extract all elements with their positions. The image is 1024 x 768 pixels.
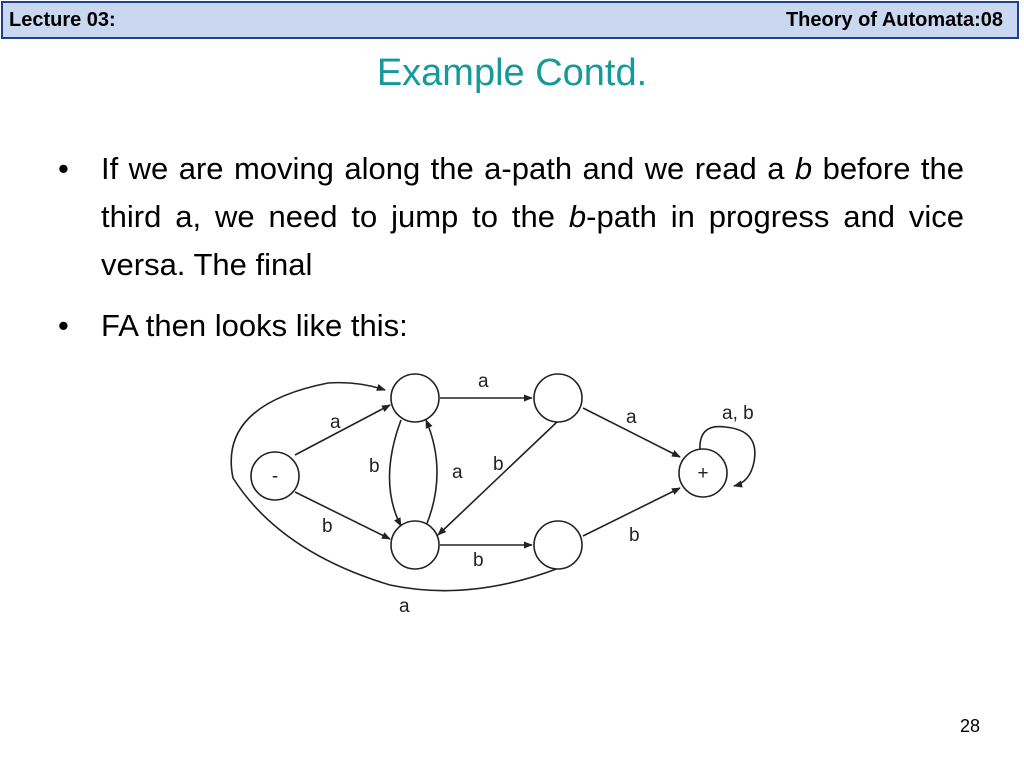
transition-label: b [493,454,504,475]
fa-diagram [220,360,780,630]
bullet-text: FA then looks like this: [101,308,408,343]
bullet-item [58,302,964,350]
transition-label: a, b [722,403,754,424]
lecture-label: Lecture 03: [9,9,116,31]
bullet-marker: • [58,308,69,343]
state-a2 [534,374,582,422]
transition-label: a [399,596,410,617]
state-a1 [391,374,439,422]
transition-label: a [330,412,341,433]
bullet-text-part: If we are moving along the a-path and we read a [101,151,795,186]
bullet-emphasis: b [794,151,813,186]
bullet-text-part: before the third a, we need to jump to the [101,151,965,234]
state-start-label: - [271,466,279,487]
transition-a1-b1 [390,420,402,526]
bullet-text [101,145,964,289]
bullet-list [58,145,964,350]
page-number: 28 [959,716,980,736]
course-label: Theory of Automata:08 [785,9,1003,31]
transition-label: b [629,525,640,546]
bullet-marker: • [58,151,69,186]
slide-title: Example Contd. [376,52,648,94]
bullet-emphasis: b [568,199,587,234]
state-b2 [534,521,582,569]
transition-label: b [473,550,484,571]
transition-label: b [369,456,380,477]
bullet-text-part: -path in progress and vice versa. The final [101,199,964,282]
state-final [679,449,727,497]
transition-start-a1 [295,405,390,455]
transition-label: b [322,516,333,537]
bullet-item [58,145,964,289]
transition-start-b1 [295,492,390,539]
state-b1 [391,521,439,569]
transition-label: a [478,371,489,392]
transition-b1-a1 [426,420,437,526]
transition-label: a [626,407,637,428]
state-start [251,452,299,500]
transition-label: a [452,462,463,483]
state-final-label: + [697,463,709,484]
header-bar [1,1,1019,39]
